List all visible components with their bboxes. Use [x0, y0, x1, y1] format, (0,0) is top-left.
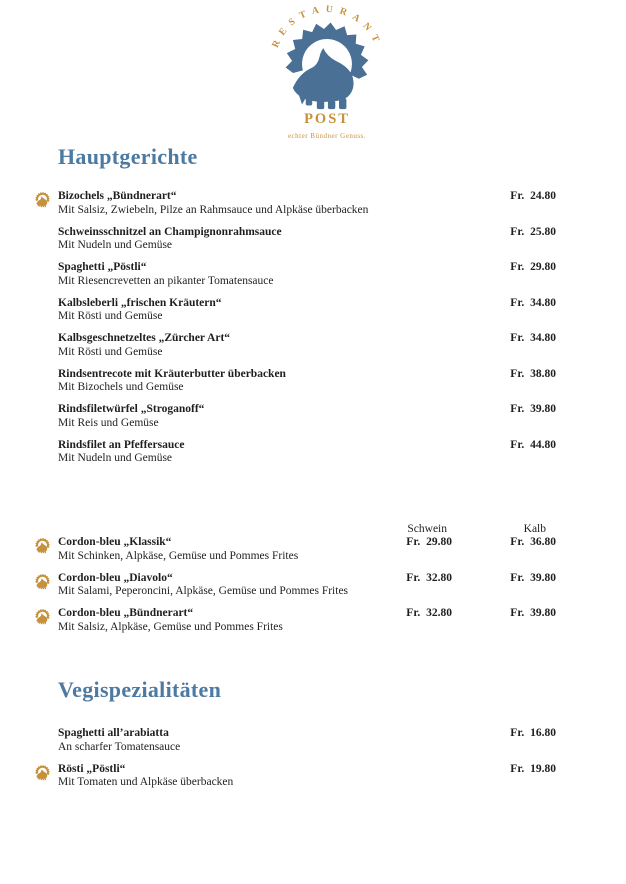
item-price-schwein: Fr. 32.80 [406, 571, 452, 584]
ibex-icon [31, 764, 54, 787]
item-price: Fr. 34.80 [510, 296, 556, 309]
logo-wordmark: POST [304, 111, 350, 127]
item-name: Cordon-bleu „Bündnerart“ [58, 607, 194, 619]
item-price-kalb: Fr. 36.80 [510, 536, 556, 548]
item-name: Kalbsgeschnetzeltes „Zürcher Art“ [58, 332, 231, 344]
item-desc: Mit Salsiz, Zwiebeln, Pilze an Rahmsauce und Alpkäse überbacken [58, 203, 369, 216]
item-desc: Mit Riesencrevetten an pikanter Tomatensauce [58, 274, 274, 287]
item-desc: Mit Rösti und Gemüse [58, 310, 163, 322]
item-desc: Mit Salami, Peperoncini, Alpkäse, Gemüse und Pommes Frites [58, 585, 349, 597]
ibex-icon [31, 608, 54, 631]
column-header-schwein: Schwein [407, 523, 447, 535]
section-title-hauptgerichte: Hauptgerichte [58, 144, 198, 169]
ibex-icon [31, 191, 54, 214]
menu-item [58, 727, 556, 763]
menu-item [58, 763, 556, 799]
item-price-schwein: Fr. 32.80 [406, 607, 452, 619]
hauptgerichte-list [58, 190, 556, 474]
item-name: Kalbsleberli „frischen Kräutern“ [58, 296, 222, 309]
item-name: Rösti „Pöstli“ [58, 762, 126, 775]
item-price: Fr. 16.80 [510, 727, 556, 739]
item-price: Fr. 39.80 [510, 403, 556, 415]
menu-item [58, 536, 556, 572]
item-price-kalb: Fr. 39.80 [510, 607, 556, 619]
item-name: Spaghetti „Pöstli“ [58, 261, 147, 273]
column-header-kalb: Kalb [523, 523, 546, 535]
menu-item [58, 261, 556, 297]
logo-tagline: echter Bündner Genuss. [287, 132, 367, 140]
menu-item [58, 297, 556, 333]
menu-item [58, 403, 556, 439]
item-name: Cordon-bleu „Diavolo“ [58, 571, 173, 584]
item-price-kalb: Fr. 39.80 [510, 571, 556, 584]
item-price: Fr. 38.80 [510, 367, 556, 380]
menu-item [58, 368, 556, 404]
item-name: Bizochels „Bündnerart“ [58, 190, 177, 202]
item-name: Rindsfiletwürfel „Stroganoff“ [58, 403, 205, 415]
item-name: Rindsentrecote mit Kräuterbutter überbacken [58, 367, 286, 380]
item-desc: Mit Nudeln und Gemüse [58, 239, 173, 251]
item-name: Spaghetti all’arabiatta [58, 727, 169, 739]
item-price: Fr. 19.80 [510, 762, 556, 775]
item-name: Rindsfilet an Pfeffersauce [58, 438, 185, 451]
ibex-logo-icon [259, 2, 395, 111]
ibex-icon [31, 537, 54, 560]
restaurant-post-logo [259, 2, 395, 140]
item-desc: Mit Salsiz, Alpkäse, Gemüse und Pommes Frites [58, 620, 283, 633]
item-desc: An scharfer Tomatensauce [58, 740, 181, 753]
item-price: Fr. 44.80 [510, 438, 556, 451]
menu-item [58, 439, 556, 475]
menu-item [58, 190, 556, 226]
menu-item [58, 226, 556, 262]
item-desc: Mit Bizochels und Gemüse [58, 381, 184, 393]
logo-arc-text: RESTAURANT [269, 3, 385, 50]
item-desc: Mit Rösti und Gemüse [58, 345, 163, 358]
item-desc: Mit Schinken, Alpkäse, Gemüse und Pommes Frites [58, 549, 299, 562]
menu-item [58, 572, 556, 608]
menu-item [58, 332, 556, 368]
cordon-bleu-list [58, 523, 556, 643]
item-price: Fr. 29.80 [510, 261, 556, 273]
vegi-list [58, 727, 556, 798]
item-price: Fr. 24.80 [510, 190, 556, 202]
item-price-schwein: Fr. 29.80 [406, 536, 452, 548]
item-name: Schweinsschnitzel an Champignonrahmsauce [58, 225, 282, 238]
item-price: Fr. 34.80 [510, 332, 556, 344]
item-desc: Mit Reis und Gemüse [58, 416, 159, 429]
menu-item [58, 607, 556, 643]
ibex-icon [31, 573, 54, 596]
price-column-headers [58, 523, 556, 536]
item-desc: Mit Nudeln und Gemüse [58, 452, 173, 464]
section-title-vegispezialitaeten: Vegispezialitäten [58, 677, 222, 702]
item-price: Fr. 25.80 [510, 225, 556, 238]
item-name: Cordon-bleu „Klassik“ [58, 536, 172, 548]
item-desc: Mit Tomaten und Alpkäse überbacken [58, 776, 234, 788]
